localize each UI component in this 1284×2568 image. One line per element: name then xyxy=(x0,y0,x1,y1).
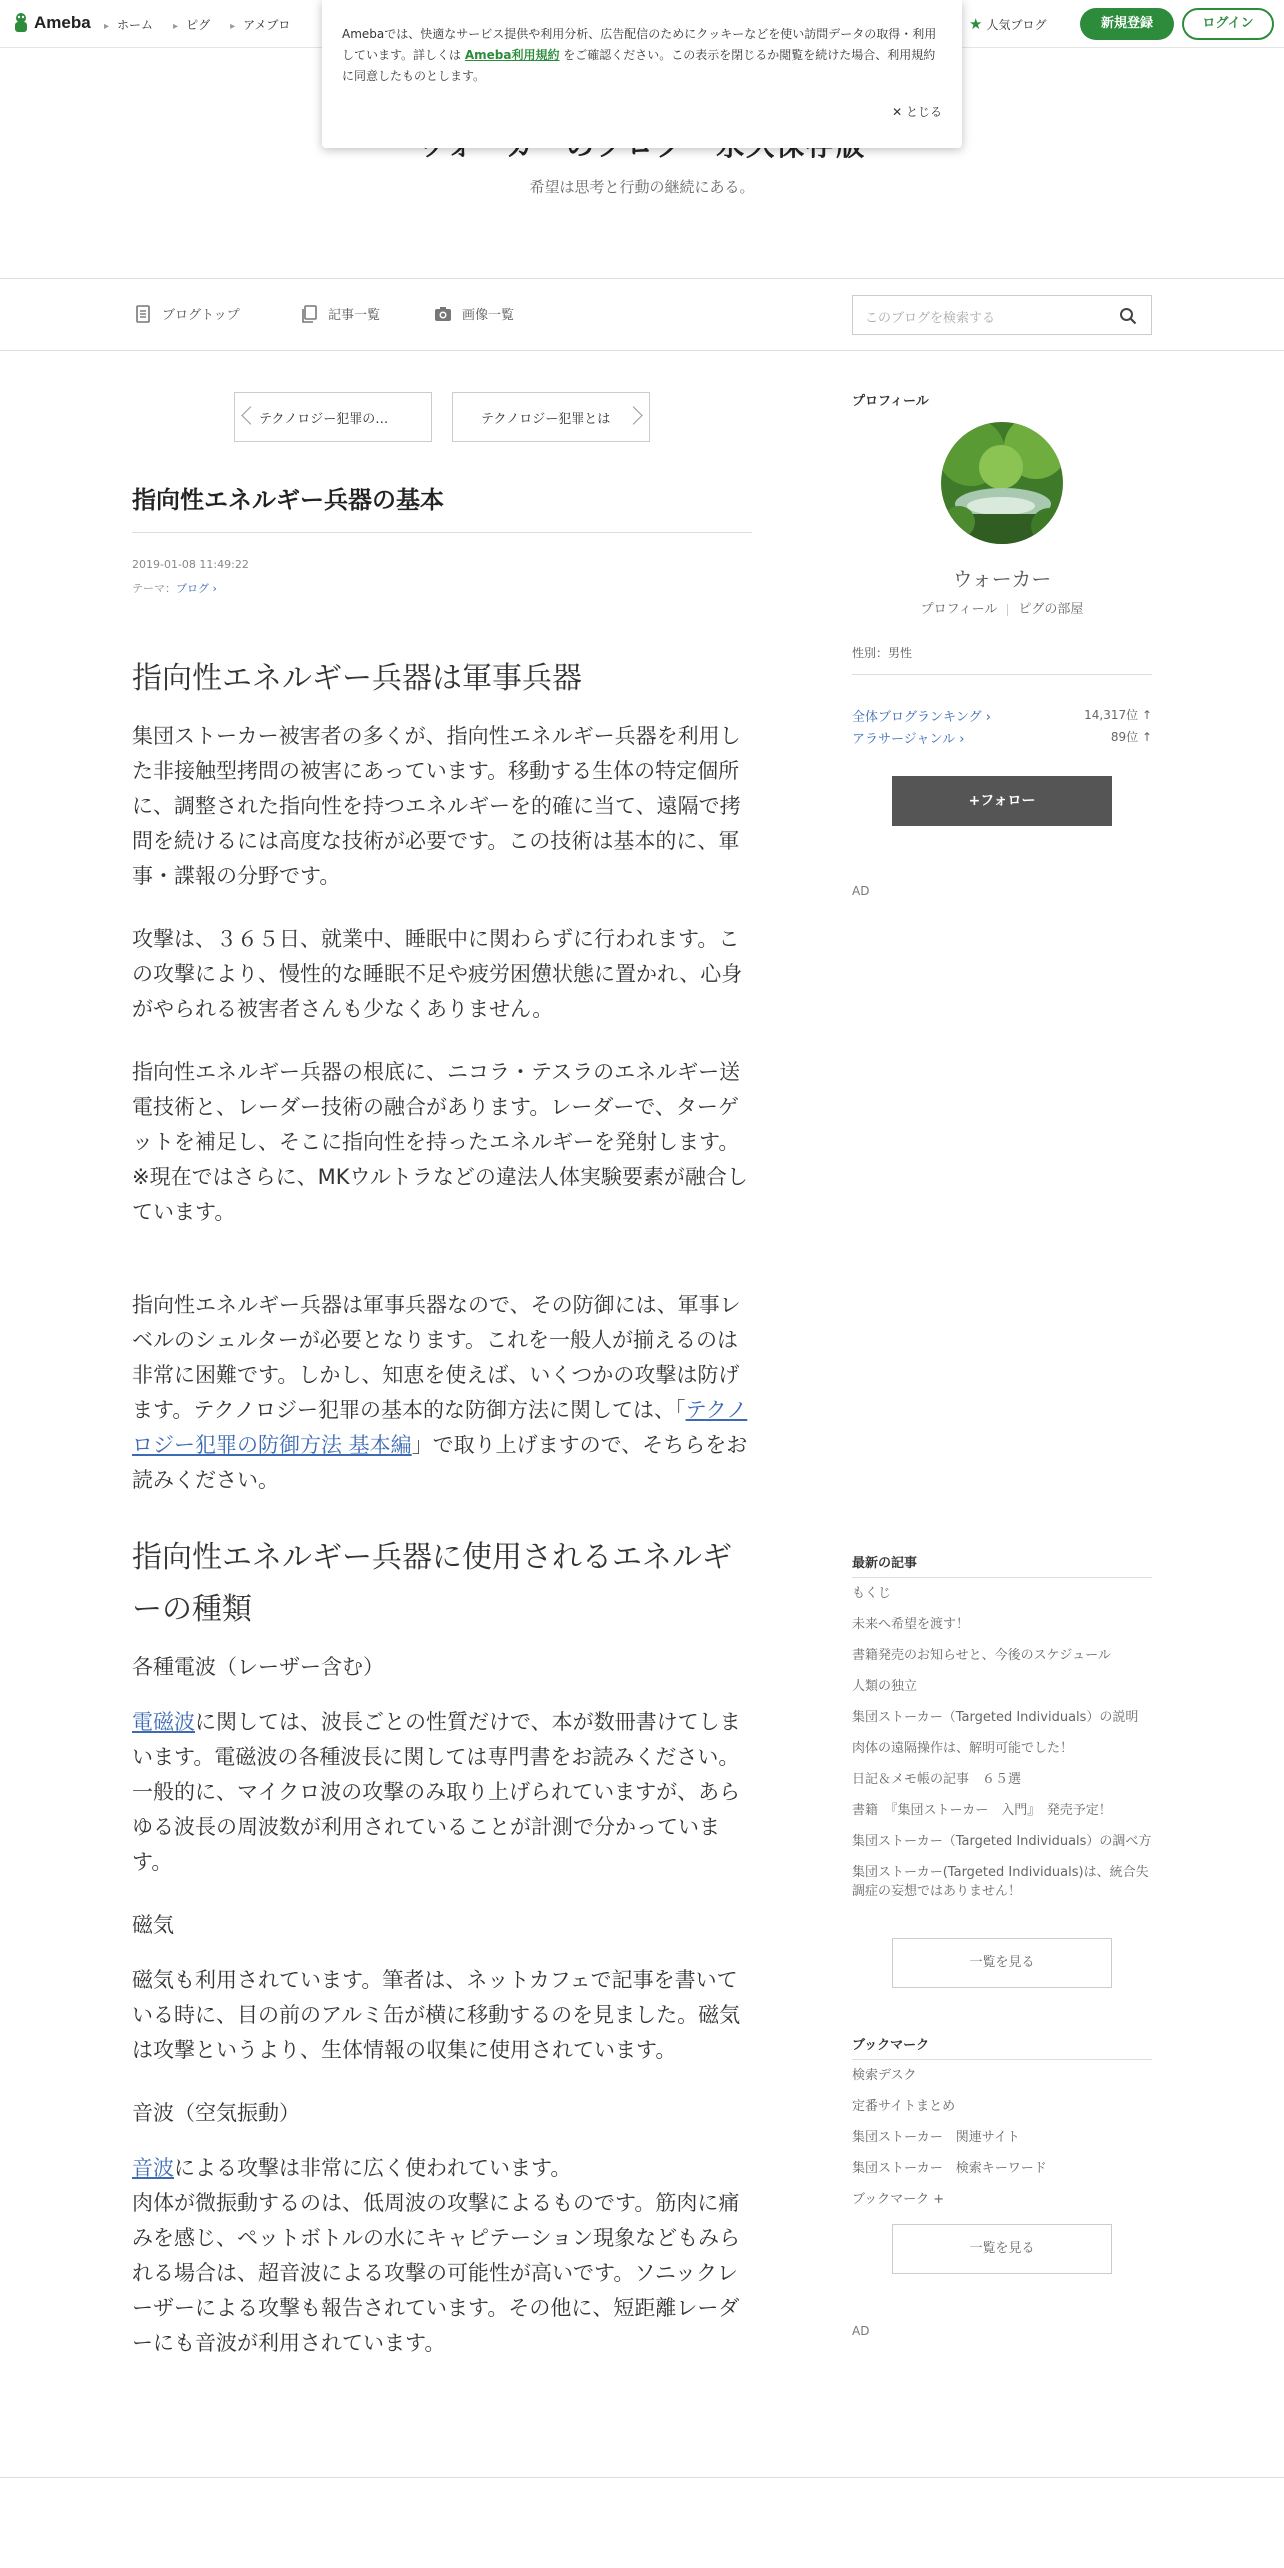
nav-home[interactable]: ▸ ホーム xyxy=(104,16,153,33)
document-icon xyxy=(134,305,152,323)
bookmark-item[interactable]: 定番サイトまとめ xyxy=(852,2099,956,2114)
latest-item[interactable]: もくじ xyxy=(852,1586,892,1601)
ameba-logo-icon xyxy=(12,12,30,34)
entry-list-link[interactable] xyxy=(300,304,380,323)
cookie-text-before: Amebaでは、快適なサービス提供や利用分析、広告配信のためにクッキーなどを使い訪問データの取得・利用しています。詳しくは xyxy=(342,27,937,62)
paragraph xyxy=(132,1055,752,1230)
article-body xyxy=(132,653,752,2361)
subsection-heading: 音波（空気振動） xyxy=(132,2101,300,2125)
divider xyxy=(0,2477,1284,2478)
paragraph-text: 指向性エネルギー兵器の根底に、ニコラ・テスラのエネルギー送電技術と、レーダー技術の融合があります。レーダーで、ターゲットを補足し、そこに指向性を持ったエネルギーを発射します。 xyxy=(132,1060,741,1154)
latest-item[interactable]: 肉体の遠隔操作は、解明可能でした！ xyxy=(852,1741,1074,1756)
paragraph: 攻撃は、３６５日、就業中、睡眠中に関わらずに行われます。この攻撃により、慢性的な睡眠不足や疲労困憊状態に置かれ、心身がやられる被害者さんも少なくありません。 xyxy=(132,927,743,1021)
next-article-label: テクノロジー犯罪とは xyxy=(481,411,611,427)
search-icon[interactable] xyxy=(1119,307,1137,325)
prev-article-button[interactable] xyxy=(234,392,432,442)
paragraph-text: 指向性エネルギー兵器は軍事兵器なので、その防御には、軍事レベルのシェルターが必要となります。これを一般人が揃えるのは非常に困難です。しかし、知恵を使えば、いくつかの攻撃は防げます。テクノロジー犯罪の基本的な防御方法に関しては、「 xyxy=(132,1293,741,1422)
section-heading: 指向性エネルギー兵器は軍事兵器 xyxy=(132,661,582,696)
ameba-logo[interactable] xyxy=(12,12,91,34)
paragraph-note: ※現在ではさらに、MKウルトラなどの違法人体実験要素が融合しています。 xyxy=(132,1165,748,1224)
profile-name[interactable]: ウォーカー xyxy=(952,567,1052,591)
latest-item[interactable]: 集団ストーカー（Targeted Individuals）の説明 xyxy=(852,1710,1139,1725)
camera-icon xyxy=(434,305,452,323)
overall-ranking-value: 14,317位 ↑ xyxy=(1084,708,1152,722)
bookmark-item[interactable]: 検索デスク xyxy=(852,2068,917,2083)
paragraph xyxy=(132,1288,752,1498)
paragraph xyxy=(132,2151,752,2361)
nav-ameblo[interactable]: ▸ アメブロ xyxy=(230,16,290,33)
bookmark-item[interactable]: 集団ストーカー 関連サイト xyxy=(852,2130,1020,2145)
genre-ranking-link[interactable]: アラサージャンル › xyxy=(852,732,965,747)
paragraph: 集団ストーカー被害者の多くが、指向性エネルギー兵器を利用した非接触型拷問の被害にあっています。移動する生体の特定個所に、調整された指向性を持つエネルギーを的確に当て、遠隔で拷問を続けるには高度な技術が必要です。この技術は基本的に、軍事・諜報の分野です。 xyxy=(132,724,741,888)
login-button[interactable]: ログイン xyxy=(1182,8,1274,40)
register-button[interactable]: 新規登録 xyxy=(1080,8,1174,40)
search-placeholder: このブログを検索する xyxy=(865,311,996,326)
latest-item[interactable]: 集団ストーカー(Targeted Individuals)は、統合失調症の妄想ではありません！ xyxy=(852,1865,1149,1899)
copy-icon xyxy=(300,305,318,323)
profile-heading: プロフィール xyxy=(852,394,929,409)
follow-button[interactable]: +フォロー xyxy=(892,776,1112,826)
nav-pigg[interactable]: ▸ ピグ xyxy=(173,16,210,33)
genre-ranking-value: 89位 ↑ xyxy=(1110,730,1152,744)
blog-subtitle: 希望は思考と行動の継続にある。 xyxy=(529,178,755,196)
overall-ranking-link[interactable]: 全体ブログランキング › xyxy=(852,710,991,725)
paragraph-text: 肉体が微振動するのは、低周波の攻撃によるものです。筋肉に痛みを感じ、ペットボトルの水にキャピテーション現象などもみられる場合は、超音波による攻撃の可能性が高いです。ソニックレーザーによる攻撃も報告されています。その他に、短距離レーダーにも音波が利用されています。 xyxy=(132,2191,741,2355)
section-heading: 指向性エネルギー兵器に使用されるエネルギーの種類 xyxy=(132,1540,732,1627)
image-list-label: 画像一覧 xyxy=(462,308,515,323)
cookie-notice xyxy=(322,0,962,148)
next-article-button[interactable] xyxy=(452,392,650,442)
terms-link[interactable]: Ameba利用規約 xyxy=(464,48,560,62)
spacer xyxy=(132,1230,752,1288)
sound-wave-link[interactable]: 音波 xyxy=(132,2156,174,2180)
bookmark-list xyxy=(852,2066,1152,2221)
profile-links xyxy=(852,598,1152,617)
latest-list xyxy=(852,1584,1152,1913)
article-title: 指向性エネルギー兵器の基本 xyxy=(132,470,752,533)
latest-item[interactable]: 日記＆メモ帳の記事 ６５選 xyxy=(852,1772,1022,1787)
overall-ranking xyxy=(852,706,1152,725)
blog-top-link[interactable] xyxy=(134,304,240,323)
latest-item[interactable]: 書籍 『集団ストーカー 入門』 発売予定！ xyxy=(852,1803,1112,1818)
chevron-right-icon: › xyxy=(209,582,217,595)
latest-heading: 最新の記事 xyxy=(852,1552,1152,1578)
blog-search-input[interactable] xyxy=(852,295,1152,335)
latest-item[interactable]: 書籍発売のお知らせと、今後のスケジュール xyxy=(852,1648,1111,1663)
defense-basics-link[interactable]: テクノロジー犯罪の防御方法 基本編 xyxy=(132,1398,748,1457)
article-meta xyxy=(132,553,752,601)
blog-nav xyxy=(0,279,1284,351)
cookie-close-button[interactable]: ✕ とじる xyxy=(892,105,942,119)
paragraph xyxy=(132,1705,752,1880)
global-nav xyxy=(104,16,290,33)
bookmark-heading: ブックマーク xyxy=(852,2034,1152,2060)
bookmark-item[interactable]: 集団ストーカー 検索キーワード xyxy=(852,2161,1047,2176)
ad-label: AD xyxy=(852,884,870,898)
bookmark-more-button[interactable]: 一覧を見る xyxy=(892,2224,1112,2274)
latest-item[interactable]: 人類の独立 xyxy=(852,1679,918,1694)
sidebar-profile xyxy=(852,390,1152,898)
paragraph: 磁気も利用されています。筆者は、ネットカフェで記事を書いている時に、目の前のアルミ缶が横に移動するのを見ました。磁気は攻撃というより、生体情報の収集に使用されています。 xyxy=(132,1968,741,2062)
bookmark-item[interactable]: ブックマーク + xyxy=(852,2192,945,2207)
divider xyxy=(852,674,1152,675)
paragraph-text: に関しては、波長ごとの性質だけで、本が数冊書けてしまいます。電磁波の各種波長に関しては専門書をお読みください。一般的に、マイクロ波の攻撃のみ取り上げられていますが、あらゆる波長の周波数が利用されていることが計測で分かっています。 xyxy=(132,1710,741,1874)
electromagnetic-wave-link[interactable]: 電磁波 xyxy=(132,1710,195,1734)
profile-gender: 性別：男性 xyxy=(852,646,913,660)
image-list-link[interactable] xyxy=(434,304,514,323)
divider xyxy=(1007,604,1008,616)
paragraph-text: による攻撃は非常に広く使われています。 xyxy=(174,2156,572,2180)
pigg-room-link[interactable]: ピグの部屋 xyxy=(1018,602,1084,617)
popular-blog-label: 人気ブログ xyxy=(986,17,1047,32)
profile-link[interactable]: プロフィール xyxy=(920,602,998,617)
ad-label: AD xyxy=(852,2324,870,2338)
article-date: 2019-01-08 11:49:22 xyxy=(132,558,249,571)
ameba-logo-text: Ameba xyxy=(34,13,91,32)
latest-item[interactable]: 集団ストーカー（Targeted Individuals）の調べ方 xyxy=(852,1834,1152,1849)
paragraph-text: 」で取り上げますので、そちらをお読みください。 xyxy=(132,1433,748,1492)
genre-ranking xyxy=(852,728,1152,747)
subsection-heading: 磁気 xyxy=(132,1913,174,1937)
avatar-image xyxy=(941,422,1063,544)
avatar[interactable] xyxy=(941,422,1063,544)
blog-top-label: ブログトップ xyxy=(162,308,240,323)
star-icon: ★ xyxy=(969,15,983,33)
theme-label: テーマ： xyxy=(132,582,176,595)
subsection-heading: 各種電波（レーザー含む） xyxy=(132,1655,384,1679)
theme-link[interactable]: ブログ xyxy=(176,582,209,595)
latest-more-button[interactable]: 一覧を見る xyxy=(892,1938,1112,1988)
cookie-text-after: をご確認ください。この表示を閉じるか閲覧を続けた場合、利用規約に同意したものとします。 xyxy=(342,48,936,83)
prev-article-label: テクノロジー犯罪の… xyxy=(259,411,389,427)
article xyxy=(132,470,752,2389)
article-theme xyxy=(132,577,752,601)
popular-blog-link[interactable] xyxy=(969,15,1046,33)
latest-item[interactable]: 未来へ希望を渡す！ xyxy=(852,1617,970,1632)
entry-list-label: 記事一覧 xyxy=(328,308,381,323)
